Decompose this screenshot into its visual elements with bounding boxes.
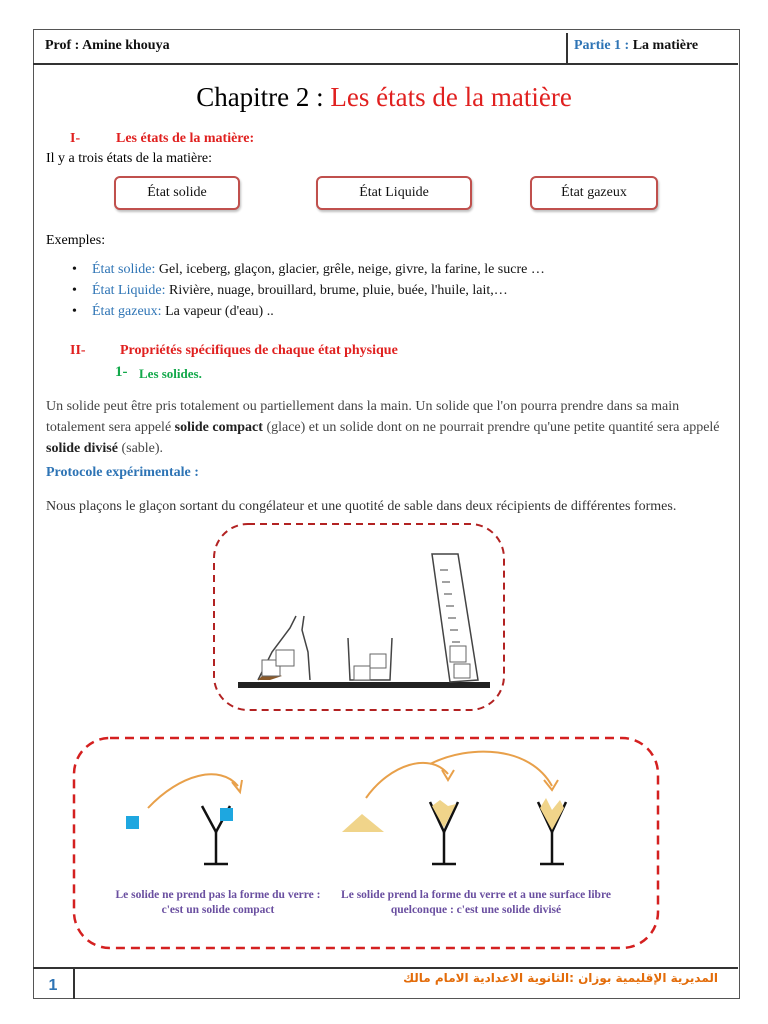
list-item — [72, 304, 545, 325]
chapter-title: Les états de la matière — [330, 82, 572, 112]
ice-cube — [370, 654, 386, 668]
paragraph-text: (sable). — [117, 441, 164, 456]
list-item — [72, 262, 545, 283]
ice-cube — [220, 808, 233, 821]
examples-list — [72, 262, 545, 325]
paragraph-text: (glace) et un solide dont on ne pourrait prendre qu'une petite quantité sera appelé — [262, 420, 720, 435]
examples-heading: Exemples: — [46, 233, 106, 248]
arrow — [366, 763, 448, 798]
teacher-name: Prof : Amine khouya — [45, 38, 170, 53]
state-box-gas: État gazeux — [530, 176, 658, 210]
section1-heading: Les états de la matière: — [116, 131, 255, 146]
glasses-figure — [70, 734, 662, 952]
example-label: État solide: — [92, 262, 156, 277]
section2-number: II- — [70, 343, 86, 358]
page-title — [0, 82, 768, 113]
ice-cube — [276, 650, 294, 666]
school-name: المديرية الإقليمية بوزان :الثانوية الاعدادية الامام مالك — [403, 971, 718, 985]
paragraph-text: Un solide peut être pris totalement ou partiellement dans la main. Un solide que l'on pourra prendre dans sa main totalement sera appelé — [46, 399, 680, 435]
term-solide-compact: solide compact — [174, 420, 263, 435]
solides-paragraph — [46, 396, 726, 459]
term-solide-divise: solide divisé — [46, 441, 118, 456]
subsection-number: 1- — [115, 364, 128, 380]
example-label: État Liquide: — [92, 283, 166, 298]
page-header — [33, 29, 738, 65]
chapter-prefix: Chapitre 2 : — [196, 82, 324, 112]
state-box-liquid: État Liquide — [316, 176, 472, 210]
partie-number: Partie 1 : — [574, 38, 630, 53]
example-text: Rivière, nuage, brouillard, brume, pluie, buée, l'huile, lait,… — [168, 283, 508, 298]
table — [238, 682, 490, 688]
ice-cube — [126, 816, 139, 829]
ice-cube — [450, 646, 466, 662]
section1-number: I- — [70, 131, 81, 146]
ice-cube — [454, 664, 470, 678]
page-number: 1 — [33, 969, 75, 999]
protocol-heading: Protocole expérimentale : — [46, 465, 199, 480]
example-text: Gel, iceberg, glaçon, glacier, grêle, neige, givre, la farine, le sucre … — [158, 262, 545, 277]
subsection-heading: Les solides. — [139, 366, 202, 381]
page-footer — [33, 967, 738, 999]
caption-compact: Le solide ne prend pas la forme du verre : c'est un solide compact — [115, 889, 321, 916]
caption-divise: Le solide prend la forme du verre et a une surface libre quelconque : c'est une solide divisé — [341, 889, 611, 916]
experiment-figure — [210, 520, 510, 716]
list-item — [72, 283, 545, 304]
ice-cube — [354, 666, 370, 680]
bullet: • — [72, 283, 77, 298]
protocol-text: Nous plaçons le glaçon sortant du congélateur et une quotité de sable dans deux récipients de différentes formes. — [46, 499, 677, 514]
sand-fill — [540, 798, 564, 830]
partie-label — [574, 38, 698, 54]
example-text: La vapeur (d'eau) .. — [165, 304, 274, 319]
partie-title: La matière — [632, 38, 699, 53]
bullet: • — [72, 304, 77, 319]
example-label: État gazeux: — [92, 304, 162, 319]
bullet: • — [72, 262, 77, 277]
sand-pile — [342, 814, 384, 832]
section2-heading: Propriétés spécifiques de chaque état physique — [120, 343, 398, 358]
header-divider — [566, 33, 568, 63]
arrow-head — [442, 770, 454, 780]
arrow — [148, 774, 238, 808]
state-box-solid: État solide — [114, 176, 240, 210]
section1-intro: Il y a trois états de la matière: — [46, 151, 212, 166]
